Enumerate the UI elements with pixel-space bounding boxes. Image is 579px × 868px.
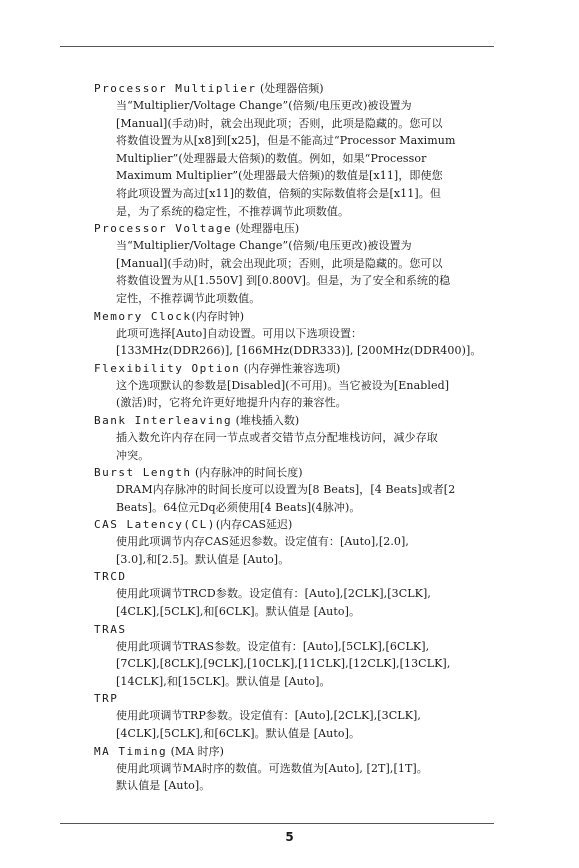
bios-item-ma-timing [94,743,500,795]
bios-item-burst-length [94,464,500,516]
item-title: Processor Multiplier (处理器倍频) [94,82,324,95]
page-number: 5 [285,830,294,844]
item-description: 当“Multiplier/Voltage Change”(倍频/电压更改)被设置为 [Manual](手动)时，就会出现此项；否则，此项是隐藏的。您可以 将数值设置为从[x8]到[x25]，但是不能高过“Processor Maximum Multiplier”(处理器最大倍频)的数值。例如，如果“Processor Maximum Multiplier”(处理器最大倍频)的数值是[x11]，即使您 将此项设置为高过[x11]的数值，倍频的实际数值将会是[x11]。但 是，为了系统的稳定性，不推荐调节此项数值。 [116,99,456,218]
item-title: TRCD [94,570,127,584]
bios-item-tras [94,621,500,691]
bios-item-flexibility-option [94,360,500,412]
item-title: Bank Interleaving (堆栈插入数) [94,413,300,427]
item-description: 使用此项调节TRCD参数。设定值有：[Auto],[2CLK],[3CLK], [4CLK],[5CLK],和[6CLK]。默认值是 [Auto]。 [116,587,431,619]
item-description: 插入数允许内存在同一节点或者交错节点分配堆栈访问，减少存取 冲突。 [116,430,438,462]
item-description: 使用此项调节内存CAS延迟参数。设定值有：[Auto],[2.0], [3.0],和[2.5]。默认值是 [Auto]。 [116,535,410,566]
item-description: DRAM内存脉冲的时间长度可以设置为[8 Beats]，[4 Beats]或者[2 Beats]。64位元Dq必须使用[4 Beats](4脉冲)。 [116,483,456,514]
bios-item-trcd [94,568,500,620]
item-title: Flexibility Option (内存弹性兼容选项) [94,361,341,375]
item-description: 当“Multiplier/Voltage Change”(倍频/电压更改)被设置为 [Manual](手动)时，就会出现此项；否则，此项是隐藏的。您可以 将数值设置为从[1.550V] 到[0.800V]。但是，为了安全和系统的稳 定性，不推荐调节此项数值。 [116,239,451,305]
item-title: MA Timing (MA 时序) [94,744,224,758]
item-title: CAS Latency(CL)(内存CAS延迟) [94,518,293,532]
item-title: Memory Clock(内存时钟) [94,309,245,323]
item-description: 使用此项调节TRP参数。设定值有：[Auto],[2CLK],[3CLK], [4CLK],[5CLK],和[6CLK]。默认值是 [Auto]。 [116,709,422,741]
item-title: TRAS [94,622,127,636]
page-content [94,80,500,795]
item-description: 此项可选择[Auto]自动设置。可用以下选项设置： [133MHz(DDR266)], [166MHz(DDR333)], [200MHz(DDR400)]。 [116,326,482,358]
item-title: Processor Voltage (处理器电压) [94,222,300,236]
header-rule [60,46,494,47]
item-title: TRP [94,692,119,706]
bios-item-memory-clock [94,308,500,360]
bios-item-cas-latency [94,516,500,568]
footer-rule [60,823,494,824]
bios-item-processor-multiplier [94,80,500,220]
item-description: 使用此项调节TRAS参数。设定值有：[Auto],[5CLK],[6CLK], [7CLK],[8CLK],[9CLK],[10CLK],[11CLK],[12CLK],[13CLK], [14CLK],和[15CLK]。默认值是 [Auto]。 [116,639,451,688]
item-title: Burst Length (内存脉冲的时间长度) [94,466,303,480]
bios-item-processor-voltage [94,220,500,307]
item-description: 这个选项默认的参数是[Disabled](不可用)。当它被设为[Enabled] (激活)时，它将允许更好地提升内存的兼容性。 [116,378,450,410]
item-description: 使用此项调节MA时序的数值。可选数值为[Auto], [2T],[1T]。 默认值是 [Auto]。 [116,761,428,793]
bios-item-trp [94,690,500,742]
bios-item-bank-interleaving [94,412,500,464]
